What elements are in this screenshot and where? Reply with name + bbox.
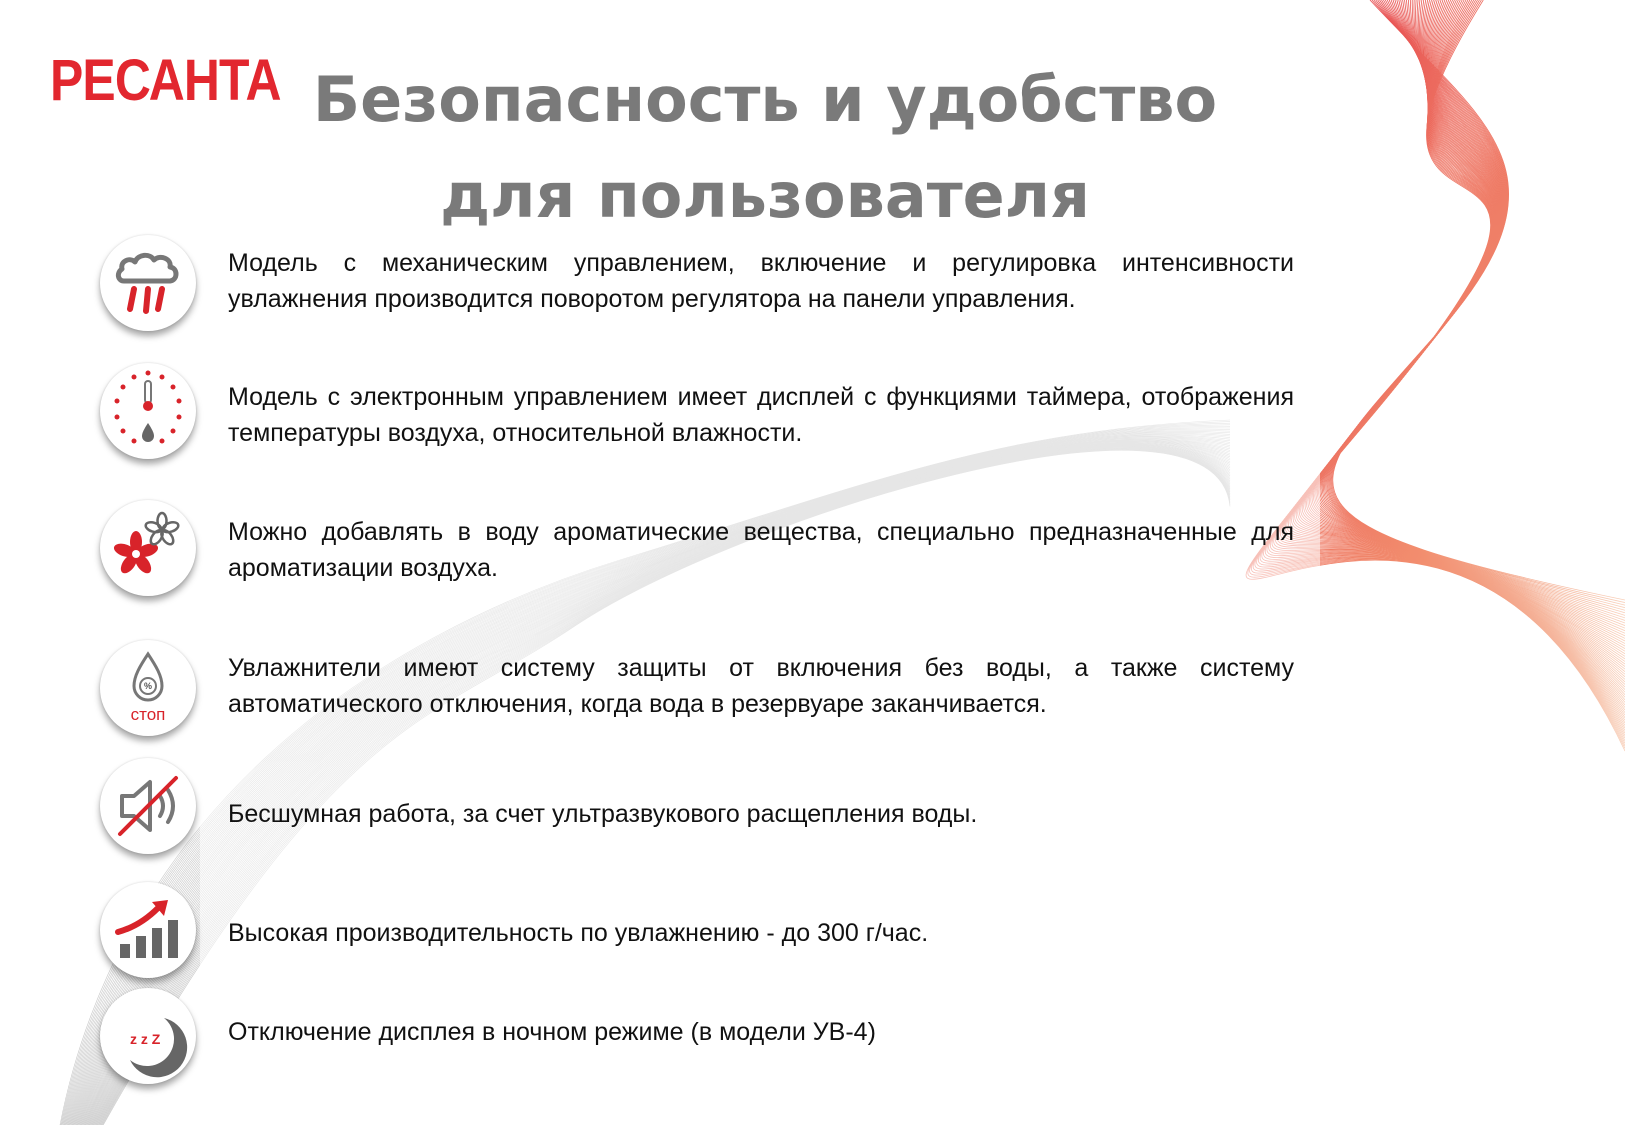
red-wave-line — [1293, 0, 1625, 679]
red-wave-line — [1328, 0, 1625, 613]
red-wave-line — [1285, 0, 1625, 692]
feature-text: Бесшумная работа, за счет ультразвукового расщепления воды. — [228, 800, 978, 828]
red-wave-line — [1327, 0, 1625, 615]
sleep-moon-icon — [100, 988, 196, 1084]
feature-item — [0, 225, 1300, 335]
brand-logo: РЕСАНТА — [50, 48, 281, 113]
thermometer-drop-icon — [100, 363, 196, 459]
red-wave-line — [1332, 0, 1625, 603]
feature-item — [0, 990, 1300, 1100]
feature-text: Высокая производительность по увлажнению - до 300 г/час. — [228, 919, 929, 947]
red-wave-line — [1275, 0, 1625, 708]
feature-text: Увлажнители имеют систему защиты от включения без воды, а также систему автоматического отключения, когда вода в резервуаре заканчивается. — [228, 654, 1294, 718]
mute-speaker-icon — [100, 758, 196, 854]
feature-item — [0, 885, 1300, 995]
flowers-icon — [100, 500, 196, 596]
growth-chart-icon — [100, 882, 196, 978]
title-line-1: Безопасность и удобство — [312, 63, 1218, 136]
title-line-2: для пользователя — [440, 159, 1090, 232]
feature-item — [0, 640, 1300, 750]
feature-text: Модель с механическим управлением, включение и регулировка интенсивности увлажнения производится поворотом регулятора на панели управления. — [228, 249, 1294, 313]
red-wave-line — [1331, 0, 1625, 605]
page-title — [300, 52, 1230, 244]
feature-item — [0, 363, 1300, 473]
red-wave-line — [1330, 0, 1625, 608]
feature-item — [0, 500, 1300, 610]
red-wave-line — [1333, 0, 1625, 600]
steam-icon — [100, 235, 196, 331]
feature-text: Отключение дисплея в ночном режиме (в модели УВ-4) — [228, 1018, 876, 1046]
drop-stop-icon — [100, 640, 196, 736]
feature-item — [0, 758, 1300, 868]
stop-label: стоп — [130, 705, 166, 724]
red-wave-line — [1329, 0, 1625, 610]
feature-text: Модель с электронным управлением имеет дисплей с функциями таймера, отображения температуры воздуха, относительной влажности. — [228, 383, 1294, 447]
drop-percent: % — [143, 681, 153, 691]
sleep-z-label: z z Z — [130, 1031, 161, 1047]
feature-text: Можно добавлять в воду ароматические вещества, специально предназначенные для ароматизации воздуха. — [228, 518, 1294, 582]
red-wave-line — [1326, 0, 1625, 618]
